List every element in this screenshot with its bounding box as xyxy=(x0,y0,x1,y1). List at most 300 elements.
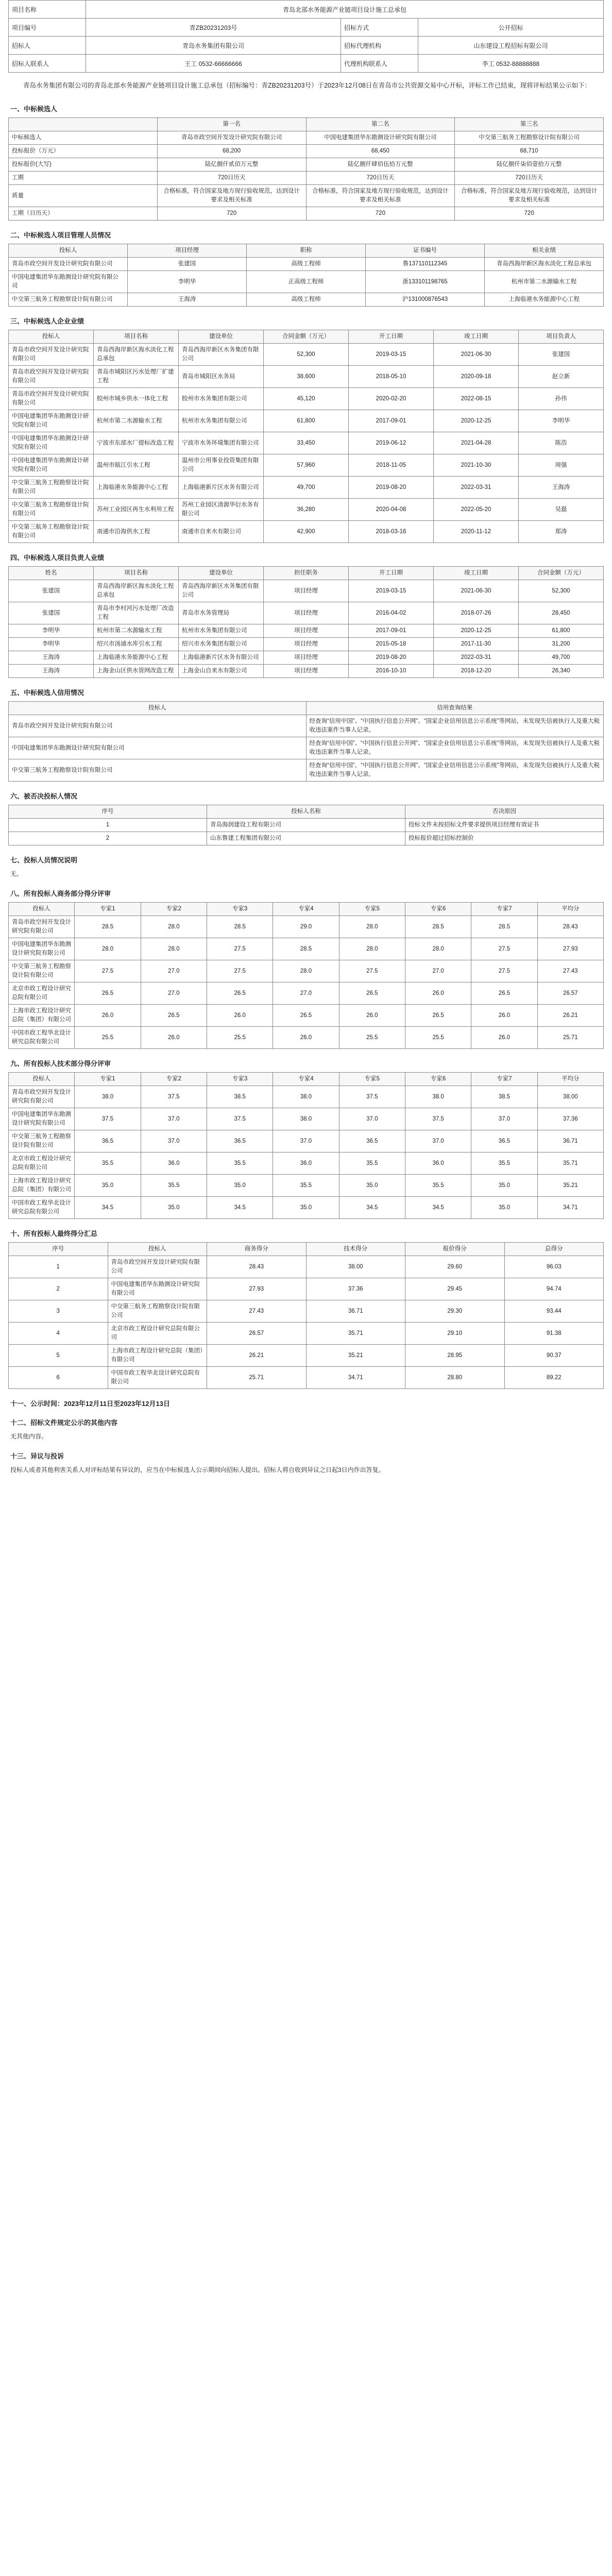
table-cell: 张建国 xyxy=(9,580,94,602)
table-cell: 28.0 xyxy=(75,938,141,960)
column-header: 投标人 xyxy=(9,244,128,258)
company-performance-table xyxy=(8,330,604,543)
table-cell: 68,450 xyxy=(306,145,455,158)
table-cell: 上海市政工程设计研究总院（集团）有限公司 xyxy=(9,1175,75,1197)
table-cell: 29.60 xyxy=(405,1256,505,1278)
table-header-row xyxy=(9,805,604,819)
table-cell: 2018-11-05 xyxy=(349,454,434,477)
table-cell: 浙133101198765 xyxy=(366,271,485,293)
column-header: 职称 xyxy=(247,244,366,258)
table-cell: 26.21 xyxy=(207,1345,307,1367)
table-row xyxy=(9,1153,604,1175)
table-cell: 33,450 xyxy=(264,432,349,454)
column-header: 证书编号 xyxy=(366,244,485,258)
table-row xyxy=(9,1256,604,1278)
table-cell: 杭州市第二水源输水工程 xyxy=(94,410,179,432)
meta-value: 青岛水务集团有限公司 xyxy=(86,37,341,55)
table-cell: 28.5 xyxy=(75,916,141,938)
table-cell: 中交第三航务工程勘察设计院有限公司 xyxy=(108,1300,207,1323)
table-cell: 青岛市城阳区污水处理厂扩建工程 xyxy=(94,366,179,388)
table-cell: 中国电建集团华东勘测设计研究院有限公司 xyxy=(9,432,94,454)
s12-text: 无其他内容。 xyxy=(10,1433,48,1440)
table-cell: 上海金山区供水管网改造工程 xyxy=(94,665,179,678)
intro-text: 青岛水务集团有限公司的青岛北部水务能源产业链项目设计施工总承包（招标编号：青ZB20231203号）于2023年12月08日在青岛市公共资源交易中心开标，评标工作已结束，现将评标结果公示如下： xyxy=(23,82,591,89)
table-cell: 中交第三航务工程勘察设计院有限公司 xyxy=(9,759,307,782)
table-cell: 南通市自来水有限公司 xyxy=(179,521,264,543)
table-cell: 38.5 xyxy=(471,1086,537,1108)
table-cell: 26.5 xyxy=(141,1005,207,1027)
table-cell: 34.5 xyxy=(207,1197,273,1219)
s5-title: 五、中标候选人信用情况 xyxy=(10,689,84,697)
table-cell: 工期（日历天） xyxy=(9,207,158,221)
column-header: 专家3 xyxy=(207,1073,273,1086)
table-cell: 37.0 xyxy=(471,1108,537,1130)
meta-key: 招标人 xyxy=(9,37,86,55)
column-header: 报价得分 xyxy=(405,1243,505,1256)
table-cell: 青岛市政空间开发设计研究院有限公司 xyxy=(9,1086,75,1108)
table-cell: 42,900 xyxy=(264,521,349,543)
s7-text: 无。 xyxy=(10,870,23,877)
table-cell: 合格标准，符合国家及地方现行验收规范，达到设计要求及相关标准 xyxy=(306,185,455,207)
table-row xyxy=(9,207,604,221)
column-header: 投标人名称 xyxy=(207,805,405,819)
table-row xyxy=(9,172,604,185)
table-cell: 质量 xyxy=(9,185,158,207)
table-row xyxy=(9,410,604,432)
table-cell: 工期 xyxy=(9,172,158,185)
table-cell: 陆亿捌仟柒佰壹拾万元整 xyxy=(455,158,604,172)
table-cell: 青岛西海岸新区水务集团有限公司 xyxy=(179,580,264,602)
table-row xyxy=(9,819,604,832)
table-cell: 35.5 xyxy=(405,1175,471,1197)
table-cell: 北京市政工程设计研究总院有限公司 xyxy=(9,1153,75,1175)
table-row xyxy=(9,737,604,759)
table-cell: 高级工程师 xyxy=(247,293,366,307)
table-cell: 36.0 xyxy=(273,1153,339,1175)
table-cell: 26.0 xyxy=(75,1005,141,1027)
table-row xyxy=(9,960,604,982)
column-header: 投标人 xyxy=(9,330,94,344)
table-cell: 王海涛 xyxy=(9,665,94,678)
table-cell: 2017-09-01 xyxy=(349,624,434,638)
meta-value: 公开招标 xyxy=(418,19,603,37)
table-cell: 35.21 xyxy=(537,1175,603,1197)
table-cell: 2019-06-12 xyxy=(349,432,434,454)
table-cell: 2 xyxy=(9,1278,108,1300)
table-cell: 经查询“信用中国”、“中国执行信息公开网”、“国家企业信用信息公示系统”等网站，未发现失信被执行人及重大税收违法案件当事人记录。 xyxy=(306,737,604,759)
table-cell: 青岛市水务管理局 xyxy=(179,602,264,624)
table-cell: 29.0 xyxy=(273,916,339,938)
column-header: 担任职务 xyxy=(264,567,349,580)
table-cell: 中交第三航务工程勘察设计院有限公司 xyxy=(9,1130,75,1153)
table-cell: 26.0 xyxy=(339,1005,405,1027)
table-cell: 25.5 xyxy=(75,1027,141,1049)
table-row xyxy=(9,258,604,271)
table-cell: 38.0 xyxy=(273,1108,339,1130)
table-cell: 35.0 xyxy=(273,1197,339,1219)
table-cell: 38.00 xyxy=(306,1256,405,1278)
table-cell: 中国市政工程华北设计研究总院有限公司 xyxy=(9,1197,75,1219)
table-cell: 李明华 xyxy=(9,638,94,651)
table-cell: 26.0 xyxy=(471,1005,537,1027)
table-cell: 37.0 xyxy=(141,1130,207,1153)
table-row xyxy=(9,521,604,543)
table-cell: 吴磊 xyxy=(519,499,604,521)
s13-title: 十三、异议与投诉 xyxy=(10,1452,64,1460)
table-row xyxy=(9,1108,604,1130)
s10-title: 十、所有投标人最终得分汇总 xyxy=(10,1230,98,1238)
column-header: 投标人 xyxy=(9,702,307,715)
table-cell: 2020-02-20 xyxy=(349,388,434,410)
s8-title: 八、所有投标人商务部分得分评审 xyxy=(10,890,111,897)
table-cell: 鲁137110112345 xyxy=(366,258,485,271)
table-cell: 1 xyxy=(9,819,207,832)
column-header: 商务得分 xyxy=(207,1243,307,1256)
meta-row xyxy=(9,1,604,19)
column-header: 相关业绩 xyxy=(485,244,604,258)
table-cell: 37.5 xyxy=(141,1086,207,1108)
table-cell: 35.5 xyxy=(141,1175,207,1197)
table-row xyxy=(9,759,604,782)
column-header: 否决原因 xyxy=(405,805,604,819)
table-cell: 中国电建集团华东勘测设计研究院有限公司 xyxy=(108,1278,207,1300)
table-cell: 2019-08-20 xyxy=(349,651,434,665)
table-cell: 中国电建集团华东勘测设计研究院有限公司 xyxy=(9,271,128,293)
table-cell: 中国电建集团华东勘测设计研究院有限公司 xyxy=(9,1108,75,1130)
table-cell: 中国电建集团华东勘测设计研究院有限公司 xyxy=(9,737,307,759)
table-cell: 青岛市政空间开发设计研究院有限公司 xyxy=(9,258,128,271)
table-cell: 李明华 xyxy=(519,410,604,432)
table-cell: 37.5 xyxy=(75,1108,141,1130)
table-cell: 27.0 xyxy=(273,982,339,1005)
table-cell: 26.0 xyxy=(405,982,471,1005)
table-cell: 北京市政工程设计研究总院有限公司 xyxy=(108,1323,207,1345)
column-header: 开工日期 xyxy=(349,567,434,580)
table-cell: 中交第三航务工程勘察设计院有限公司 xyxy=(9,960,75,982)
table-cell: 投标报价(大写) xyxy=(9,158,158,172)
table-cell: 34.71 xyxy=(306,1367,405,1389)
table-cell: 34.5 xyxy=(75,1197,141,1219)
table-cell: 28.0 xyxy=(339,938,405,960)
business-score-table xyxy=(8,902,604,1049)
header-meta-table xyxy=(8,0,604,73)
table-cell: 28.5 xyxy=(273,938,339,960)
column-header: 投标人 xyxy=(108,1243,207,1256)
table-cell: 青岛西海岸新区海水淡化工程总承包 xyxy=(485,258,604,271)
table-cell: 36.0 xyxy=(405,1153,471,1175)
table-cell: 中国市政工程华北设计研究总院有限公司 xyxy=(108,1367,207,1389)
table-row xyxy=(9,1175,604,1197)
meta-key: 招标代理机构 xyxy=(341,37,418,55)
table-row xyxy=(9,271,604,293)
table-cell: 37.0 xyxy=(273,1130,339,1153)
table-row xyxy=(9,185,604,207)
table-cell: 37.0 xyxy=(339,1108,405,1130)
table-cell: 90.37 xyxy=(504,1345,604,1367)
table-cell: 青岛市城阳区水务局 xyxy=(179,366,264,388)
table-cell: 25.5 xyxy=(339,1027,405,1049)
meta-value: 青ZB20231203号 xyxy=(86,19,341,37)
table-cell: 上海市政工程设计研究总院（集团）有限公司 xyxy=(9,1005,75,1027)
column-header: 投标人 xyxy=(9,903,75,916)
table-cell: 青岛西海岸新区海水淡化工程总承包 xyxy=(94,580,179,602)
table-cell: 项目经理 xyxy=(264,638,349,651)
table-cell: 青岛市政空间开发设计研究院有限公司 xyxy=(9,366,94,388)
table-cell: 青岛市政空间开发设计研究院有限公司 xyxy=(157,131,306,145)
meta-row xyxy=(9,19,604,37)
table-cell: 张建国 xyxy=(519,344,604,366)
table-cell: 29.10 xyxy=(405,1323,505,1345)
table-cell: 陈浩 xyxy=(519,432,604,454)
table-cell: 25.71 xyxy=(537,1027,603,1049)
table-cell: 中交第三航务工程勘察设计院有限公司 xyxy=(9,499,94,521)
column-header: 项目经理 xyxy=(128,244,247,258)
table-header-row xyxy=(9,244,604,258)
table-cell: 2015-05-18 xyxy=(349,638,434,651)
table-cell: 35.0 xyxy=(471,1197,537,1219)
column-header: 专家5 xyxy=(339,903,405,916)
table-cell: 宁波市东部水厂提标改造工程 xyxy=(94,432,179,454)
table-cell: 中交第三航务工程勘察设计院有限公司 xyxy=(455,131,604,145)
table-row xyxy=(9,916,604,938)
table-cell: 中标候选人 xyxy=(9,131,158,145)
table-cell: 合格标准，符合国家及地方现行验收规范，达到设计要求及相关标准 xyxy=(157,185,306,207)
table-row xyxy=(9,293,604,307)
table-cell: 27.93 xyxy=(207,1278,307,1300)
table-header-row xyxy=(9,118,604,131)
table-header-row xyxy=(9,702,604,715)
column-header: 专家6 xyxy=(405,1073,471,1086)
table-cell: 36,280 xyxy=(264,499,349,521)
table-row xyxy=(9,1300,604,1323)
table-cell: 周强 xyxy=(519,454,604,477)
table-header-row xyxy=(9,330,604,344)
table-header-row xyxy=(9,567,604,580)
total-score-table xyxy=(8,1242,604,1389)
table-cell: 胶州市水务集团有限公司 xyxy=(179,388,264,410)
table-cell: 34.5 xyxy=(339,1197,405,1219)
table-cell: 27.0 xyxy=(141,960,207,982)
table-cell: 青岛市政空间开发设计研究院有限公司 xyxy=(9,344,94,366)
table-cell: 苏州工业园区再生水利用工程 xyxy=(94,499,179,521)
s7-title: 七、投标人员情况说明 xyxy=(10,856,78,864)
table-cell: 上海临港新片区水务有限公司 xyxy=(179,477,264,499)
table-cell: 王海涛 xyxy=(128,293,247,307)
table-cell: 2016-10-10 xyxy=(349,665,434,678)
table-cell: 91.38 xyxy=(504,1323,604,1345)
manager-performance-table xyxy=(8,566,604,678)
column-header: 专家5 xyxy=(339,1073,405,1086)
table-cell: 28,450 xyxy=(519,602,604,624)
table-row xyxy=(9,499,604,521)
column-header: 序号 xyxy=(9,1243,108,1256)
meta-value: 李工 0532-88888888 xyxy=(418,55,603,73)
table-cell: 28.95 xyxy=(405,1345,505,1367)
meta-key: 项目编号 xyxy=(9,19,86,37)
column-header: 序号 xyxy=(9,805,207,819)
meta-row xyxy=(9,55,604,73)
table-cell: 45,120 xyxy=(264,388,349,410)
table-cell: 38.5 xyxy=(207,1086,273,1108)
table-cell: 5 xyxy=(9,1345,108,1367)
table-cell: 项目经理 xyxy=(264,665,349,678)
table-cell: 27.0 xyxy=(141,982,207,1005)
table-cell: 青岛西海岸新区水务集团有限公司 xyxy=(179,344,264,366)
table-cell: 孙伟 xyxy=(519,388,604,410)
table-cell: 高级工程师 xyxy=(247,258,366,271)
table-cell: 26.21 xyxy=(537,1005,603,1027)
table-cell: 26.5 xyxy=(339,982,405,1005)
table-cell: 2 xyxy=(9,832,207,845)
table-cell: 34.71 xyxy=(537,1197,603,1219)
table-cell: 28.43 xyxy=(207,1256,307,1278)
table-cell: 26.5 xyxy=(405,1005,471,1027)
column-header: 专家2 xyxy=(141,903,207,916)
table-row xyxy=(9,715,604,737)
table-header-row xyxy=(9,903,604,916)
table-cell: 35.5 xyxy=(339,1153,405,1175)
column-header: 平均分 xyxy=(537,903,603,916)
column-header: 第一名 xyxy=(157,118,306,131)
table-row xyxy=(9,938,604,960)
table-cell: 上海临港水务能源中心工程 xyxy=(94,477,179,499)
table-cell: 李明华 xyxy=(128,271,247,293)
table-cell: 2018-12-20 xyxy=(434,665,519,678)
table-row xyxy=(9,432,604,454)
table-cell: 96.03 xyxy=(504,1256,604,1278)
table-cell: 720 xyxy=(157,207,306,221)
s2-title: 二、中标候选人项目管理人员情况 xyxy=(10,231,111,239)
table-cell: 26.5 xyxy=(207,982,273,1005)
column-header: 第三名 xyxy=(455,118,604,131)
table-cell: 26.5 xyxy=(273,1005,339,1027)
table-cell: 项目经理 xyxy=(264,651,349,665)
table-row xyxy=(9,832,604,845)
table-cell: 陆亿捌仟肆佰伍拾万元整 xyxy=(306,158,455,172)
table-cell: 沪131000876543 xyxy=(366,293,485,307)
table-cell: 28.0 xyxy=(405,938,471,960)
s6-title: 六、被否决投标人情况 xyxy=(10,792,78,800)
table-cell: 28.5 xyxy=(471,916,537,938)
table-cell: 35.5 xyxy=(75,1153,141,1175)
table-cell: 36.0 xyxy=(141,1153,207,1175)
table-row xyxy=(9,982,604,1005)
meta-value: 山东建设工程招标有限公司 xyxy=(418,37,603,55)
column-header: 合同金额（万元） xyxy=(264,330,349,344)
table-cell: 1 xyxy=(9,1256,108,1278)
column-header: 姓名 xyxy=(9,567,94,580)
table-row xyxy=(9,638,604,651)
table-cell: 28.5 xyxy=(207,916,273,938)
column-header: 竣工日期 xyxy=(434,330,519,344)
table-cell: 宁波市水务环境集团有限公司 xyxy=(179,432,264,454)
table-cell: 36.5 xyxy=(207,1130,273,1153)
column-header: 专家4 xyxy=(273,903,339,916)
table-cell: 37.0 xyxy=(141,1108,207,1130)
table-cell: 2020-09-18 xyxy=(434,366,519,388)
table-cell: 中交第三航务工程勘察设计院有限公司 xyxy=(9,521,94,543)
table-cell: 2021-06-30 xyxy=(434,580,519,602)
table-cell: 项目经理 xyxy=(264,580,349,602)
table-cell: 37.5 xyxy=(207,1108,273,1130)
table-row xyxy=(9,651,604,665)
table-cell: 经查询“信用中国”、“中国执行信息公开网”、“国家企业信用信息公示系统”等网站，未发现失信被执行人及重大税收违法案件当事人记录。 xyxy=(306,715,604,737)
table-cell: 杭州市水务集团有限公司 xyxy=(179,624,264,638)
table-cell: 6 xyxy=(9,1367,108,1389)
table-cell: 杭州市第二水源输水工程 xyxy=(485,271,604,293)
table-row xyxy=(9,366,604,388)
table-cell: 37.5 xyxy=(339,1086,405,1108)
table-cell: 上海金山自来水有限公司 xyxy=(179,665,264,678)
table-cell: 28.0 xyxy=(339,916,405,938)
table-cell: 3 xyxy=(9,1300,108,1323)
column-header: 专家3 xyxy=(207,903,273,916)
table-cell: 28.0 xyxy=(273,960,339,982)
table-cell: 35.0 xyxy=(141,1197,207,1219)
table-cell: 68,710 xyxy=(455,145,604,158)
column-header: 专家7 xyxy=(471,903,537,916)
table-cell: 项目经理 xyxy=(264,624,349,638)
table-cell: 杭州市第二水源输水工程 xyxy=(94,624,179,638)
table-cell: 青岛市政空间开发设计研究院有限公司 xyxy=(9,916,75,938)
column-header: 专家7 xyxy=(471,1073,537,1086)
table-row xyxy=(9,602,604,624)
table-cell: 37.5 xyxy=(405,1108,471,1130)
table-cell: 720 xyxy=(455,207,604,221)
table-cell: 南通市沿海供水工程 xyxy=(94,521,179,543)
s9-title: 九、所有投标人技术部分得分评审 xyxy=(10,1060,111,1067)
table-cell: 山东鲁建工程集团有限公司 xyxy=(207,832,405,845)
table-cell: 2022-03-31 xyxy=(434,477,519,499)
table-cell: 2020-12-25 xyxy=(434,410,519,432)
table-cell: 26.57 xyxy=(537,982,603,1005)
table-cell: 35.71 xyxy=(537,1153,603,1175)
column-header: 项目名称 xyxy=(94,567,179,580)
table-cell: 68,200 xyxy=(157,145,306,158)
table-cell: 北京市政工程设计研究总院有限公司 xyxy=(9,982,75,1005)
table-cell: 720日历天 xyxy=(455,172,604,185)
column-header: 技术得分 xyxy=(306,1243,405,1256)
column-header: 第二名 xyxy=(306,118,455,131)
table-cell: 35.0 xyxy=(471,1175,537,1197)
table-cell: 青岛海润建设工程有限公司 xyxy=(207,819,405,832)
meta-key: 招标人联系人 xyxy=(9,55,86,73)
table-cell: 35.0 xyxy=(339,1175,405,1197)
table-cell: 项目经理 xyxy=(264,602,349,624)
table-cell: 张建国 xyxy=(128,258,247,271)
table-cell: 26.0 xyxy=(141,1027,207,1049)
table-cell: 61,800 xyxy=(264,410,349,432)
table-cell: 绍兴市汤浦水库引水工程 xyxy=(94,638,179,651)
table-row xyxy=(9,1027,604,1049)
table-cell: 28.43 xyxy=(537,916,603,938)
table-cell: 38.00 xyxy=(537,1086,603,1108)
table-cell: 2022-03-31 xyxy=(434,651,519,665)
table-cell: 2021-06-30 xyxy=(434,344,519,366)
table-cell: 38.0 xyxy=(273,1086,339,1108)
table-row xyxy=(9,454,604,477)
column-header: 竣工日期 xyxy=(434,567,519,580)
s11-title: 十一、公示时间：2023年12月11日至2023年12月13日 xyxy=(10,1400,170,1408)
table-cell: 绍兴市水务集团有限公司 xyxy=(179,638,264,651)
table-cell: 38.0 xyxy=(405,1086,471,1108)
column-header: 专家1 xyxy=(75,1073,141,1086)
table-cell: 26,340 xyxy=(519,665,604,678)
table-cell: 36.5 xyxy=(471,1130,537,1153)
technical-score-table xyxy=(8,1072,604,1219)
table-row xyxy=(9,388,604,410)
table-cell: 中国电建集团华东勘测设计研究院有限公司 xyxy=(9,938,75,960)
